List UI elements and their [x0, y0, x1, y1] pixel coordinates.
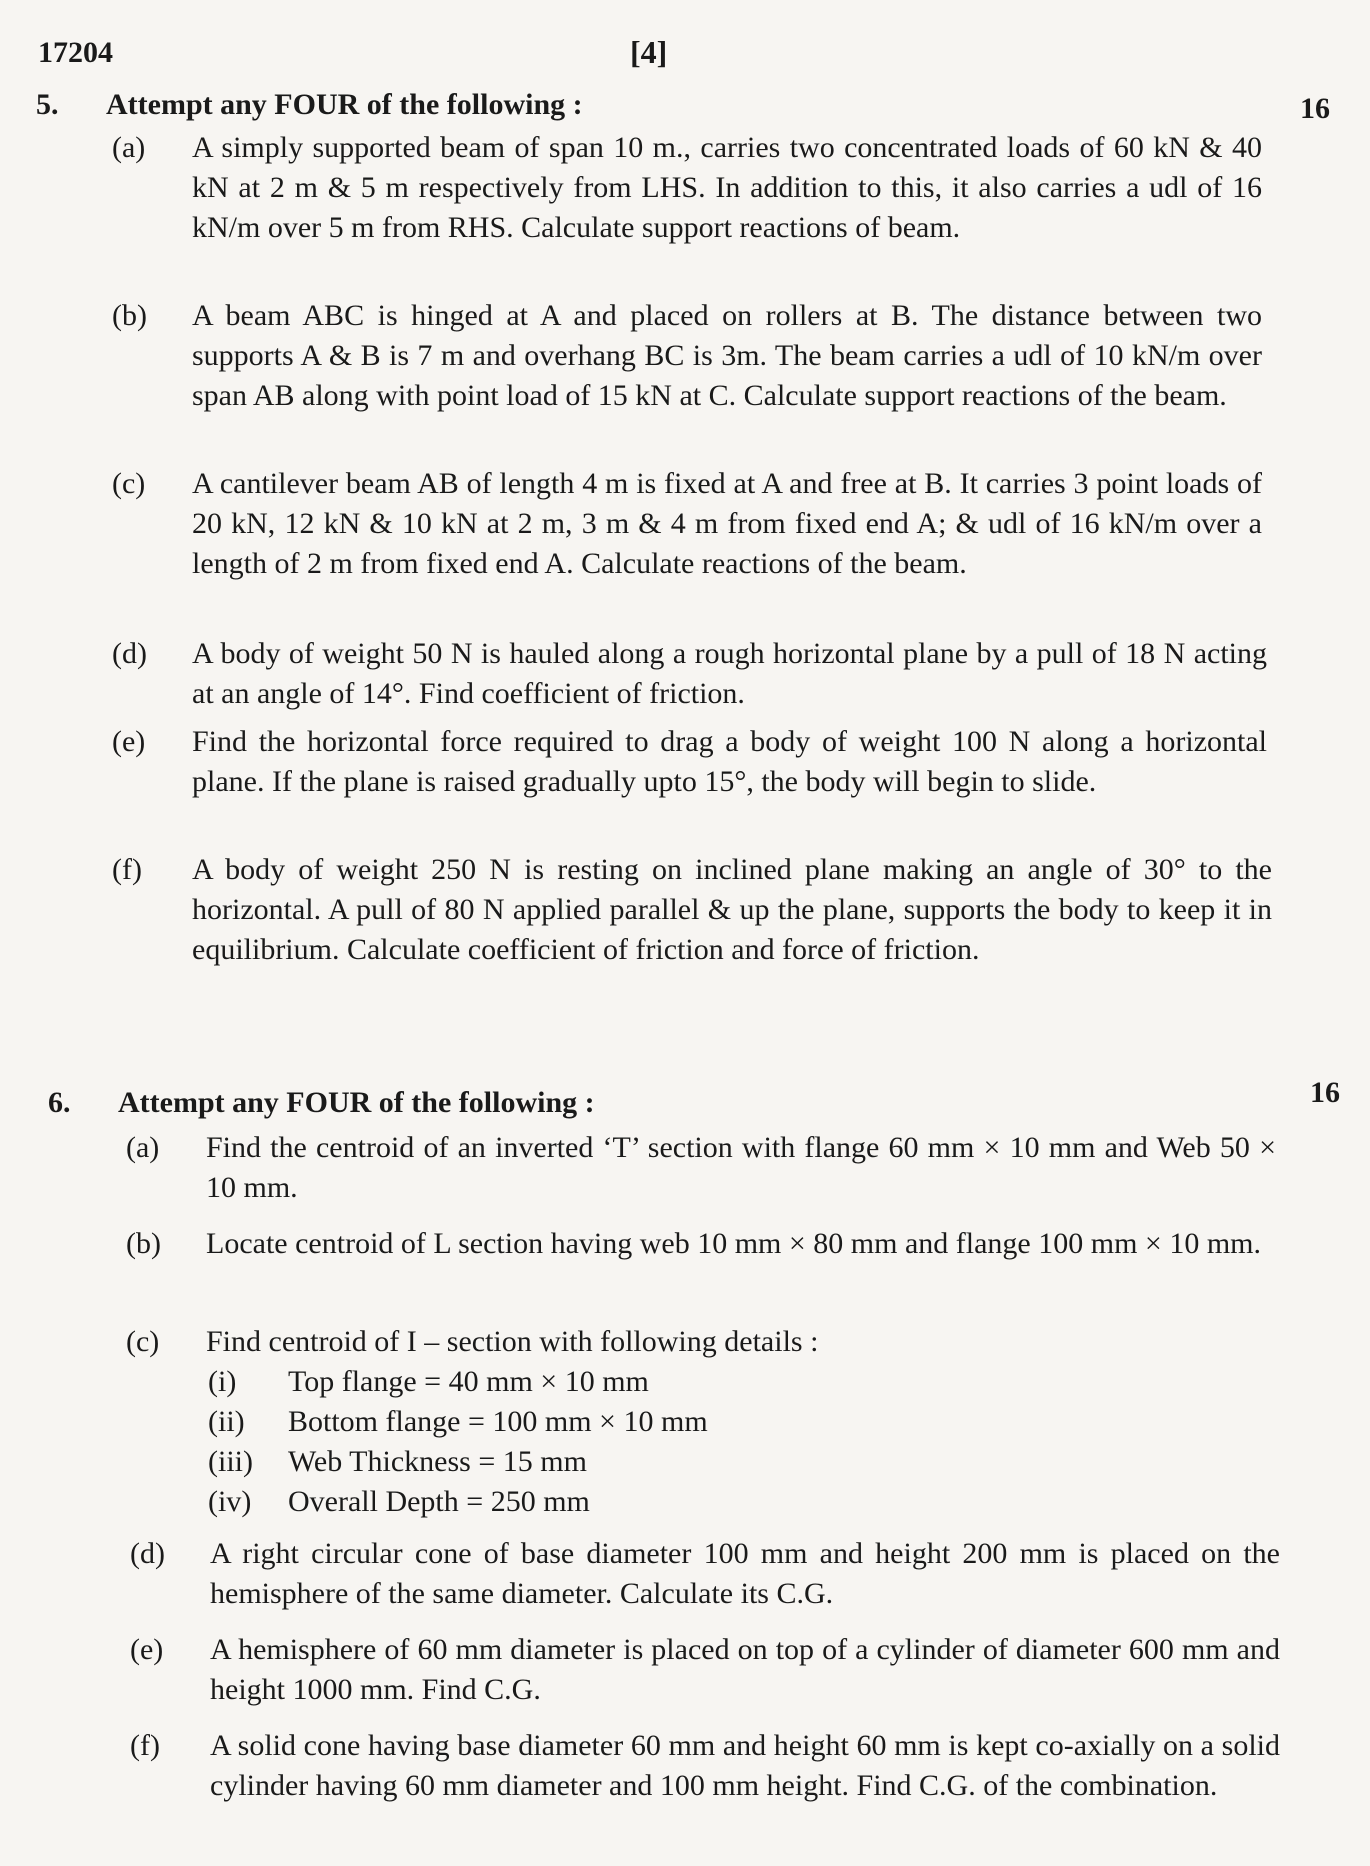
- q5-item-e: [112, 722, 1267, 802]
- detail-text: Overall Depth = 250 mm: [288, 1485, 590, 1518]
- q6-item-a: [126, 1128, 1276, 1208]
- q5-heading-text: Attempt any FOUR of the following :: [106, 88, 583, 121]
- item-text: Find the centroid of an inverted ‘T’ section with flange 60 mm × 10 mm and Web 50 × 10 mm.: [206, 1131, 1276, 1204]
- item-label: (c): [126, 1325, 160, 1358]
- item-label: (e): [130, 1633, 164, 1666]
- q6-item-b: [126, 1224, 1276, 1264]
- item-label: (d): [130, 1537, 165, 1570]
- q6-heading: [48, 1086, 595, 1120]
- item-label: (e): [112, 725, 146, 758]
- q6-item-e: [130, 1630, 1280, 1710]
- detail-label: (ii): [208, 1405, 245, 1438]
- item-label: (b): [112, 299, 147, 332]
- q6-item-c: [126, 1322, 1276, 1362]
- q6-item-f: [130, 1726, 1280, 1806]
- q5-number: 5.: [36, 88, 59, 121]
- q6-item-d: [130, 1534, 1280, 1614]
- item-text: A body of weight 50 N is hauled along a rough horizontal plane by a pull of 18 N acting at an angle of 14°. Find coefficient of friction.: [192, 637, 1267, 710]
- detail-text: Top flange = 40 mm × 10 mm: [288, 1365, 649, 1398]
- item-label: (b): [126, 1227, 161, 1260]
- q6-number: 6.: [48, 1086, 71, 1119]
- q6-c-detail-iii: [208, 1442, 587, 1482]
- item-text: Locate centroid of L section having web 10 mm × 80 mm and flange 100 mm × 10 mm.: [206, 1227, 1261, 1260]
- q6-heading-text: Attempt any FOUR of the following :: [118, 1086, 595, 1119]
- q5-item-d: [112, 634, 1267, 714]
- item-text: A body of weight 250 N is resting on inclined plane making an angle of 30° to the horizontal. A pull of 80 N applied parallel & up the plane, supports the body to keep it in equilibrium. Calculate coefficient of friction and force of friction.: [192, 853, 1272, 966]
- q6-c-detail-ii: [208, 1402, 708, 1442]
- item-text: Find centroid of I – section with following details :: [206, 1325, 819, 1358]
- q5-marks: 16: [1300, 92, 1330, 125]
- paper-code: 17204: [38, 36, 113, 69]
- item-text: A beam ABC is hinged at A and placed on rollers at B. The distance between two supports A & B is 7 m and overhang BC is 3m. The beam carries a udl of 10 kN/m over span AB along with point load of 15 kN at C. Calculate support reactions of the beam.: [192, 299, 1262, 412]
- q6-marks: 16: [1310, 1076, 1340, 1109]
- item-label: (f): [130, 1729, 160, 1762]
- page-number: [4]: [630, 34, 668, 70]
- detail-label: (iii): [208, 1445, 253, 1478]
- item-label: (d): [112, 637, 147, 670]
- detail-label: (iv): [208, 1485, 252, 1518]
- detail-label: (i): [208, 1365, 237, 1398]
- q5-item-f: [112, 850, 1272, 970]
- q5-item-a: [112, 128, 1262, 248]
- q5-item-c: [112, 464, 1262, 584]
- item-label: (f): [112, 853, 142, 886]
- item-text: A hemisphere of 60 mm diameter is placed on top of a cylinder of diameter 600 mm and height 1000 mm. Find C.G.: [210, 1633, 1280, 1706]
- q6-c-detail-iv: [208, 1482, 590, 1522]
- item-text: A cantilever beam AB of length 4 m is fixed at A and free at B. It carries 3 point loads of 20 kN, 12 kN & 10 kN at 2 m, 3 m & 4 m from fixed end A; & udl of 16 kN/m over a length of 2 m from fixed end A. Calculate reactions of the beam.: [192, 467, 1262, 580]
- q6-c-detail-i: [208, 1362, 649, 1402]
- q5-item-b: [112, 296, 1262, 416]
- q5-heading: [36, 88, 583, 122]
- item-text: A right circular cone of base diameter 100 mm and height 200 mm is placed on the hemisphere of the same diameter. Calculate its C.G.: [210, 1537, 1280, 1610]
- item-text: A simply supported beam of span 10 m., carries two concentrated loads of 60 kN & 40 kN at 2 m & 5 m respectively from LHS. In addition to this, it also carries a udl of 16 kN/m over 5 m from RHS. Calculate support reactions of beam.: [192, 131, 1262, 244]
- item-label: (c): [112, 467, 146, 500]
- detail-text: Bottom flange = 100 mm × 10 mm: [288, 1405, 708, 1438]
- item-label: (a): [126, 1131, 160, 1164]
- detail-text: Web Thickness = 15 mm: [288, 1445, 587, 1478]
- item-text: A solid cone having base diameter 60 mm and height 60 mm is kept co-axially on a solid cylinder having 60 mm diameter and 100 mm height. Find C.G. of the combination.: [210, 1729, 1280, 1802]
- item-text: Find the horizontal force required to drag a body of weight 100 N along a horizontal plane. If the plane is raised gradually upto 15°, the body will begin to slide.: [192, 725, 1267, 798]
- item-label: (a): [112, 131, 146, 164]
